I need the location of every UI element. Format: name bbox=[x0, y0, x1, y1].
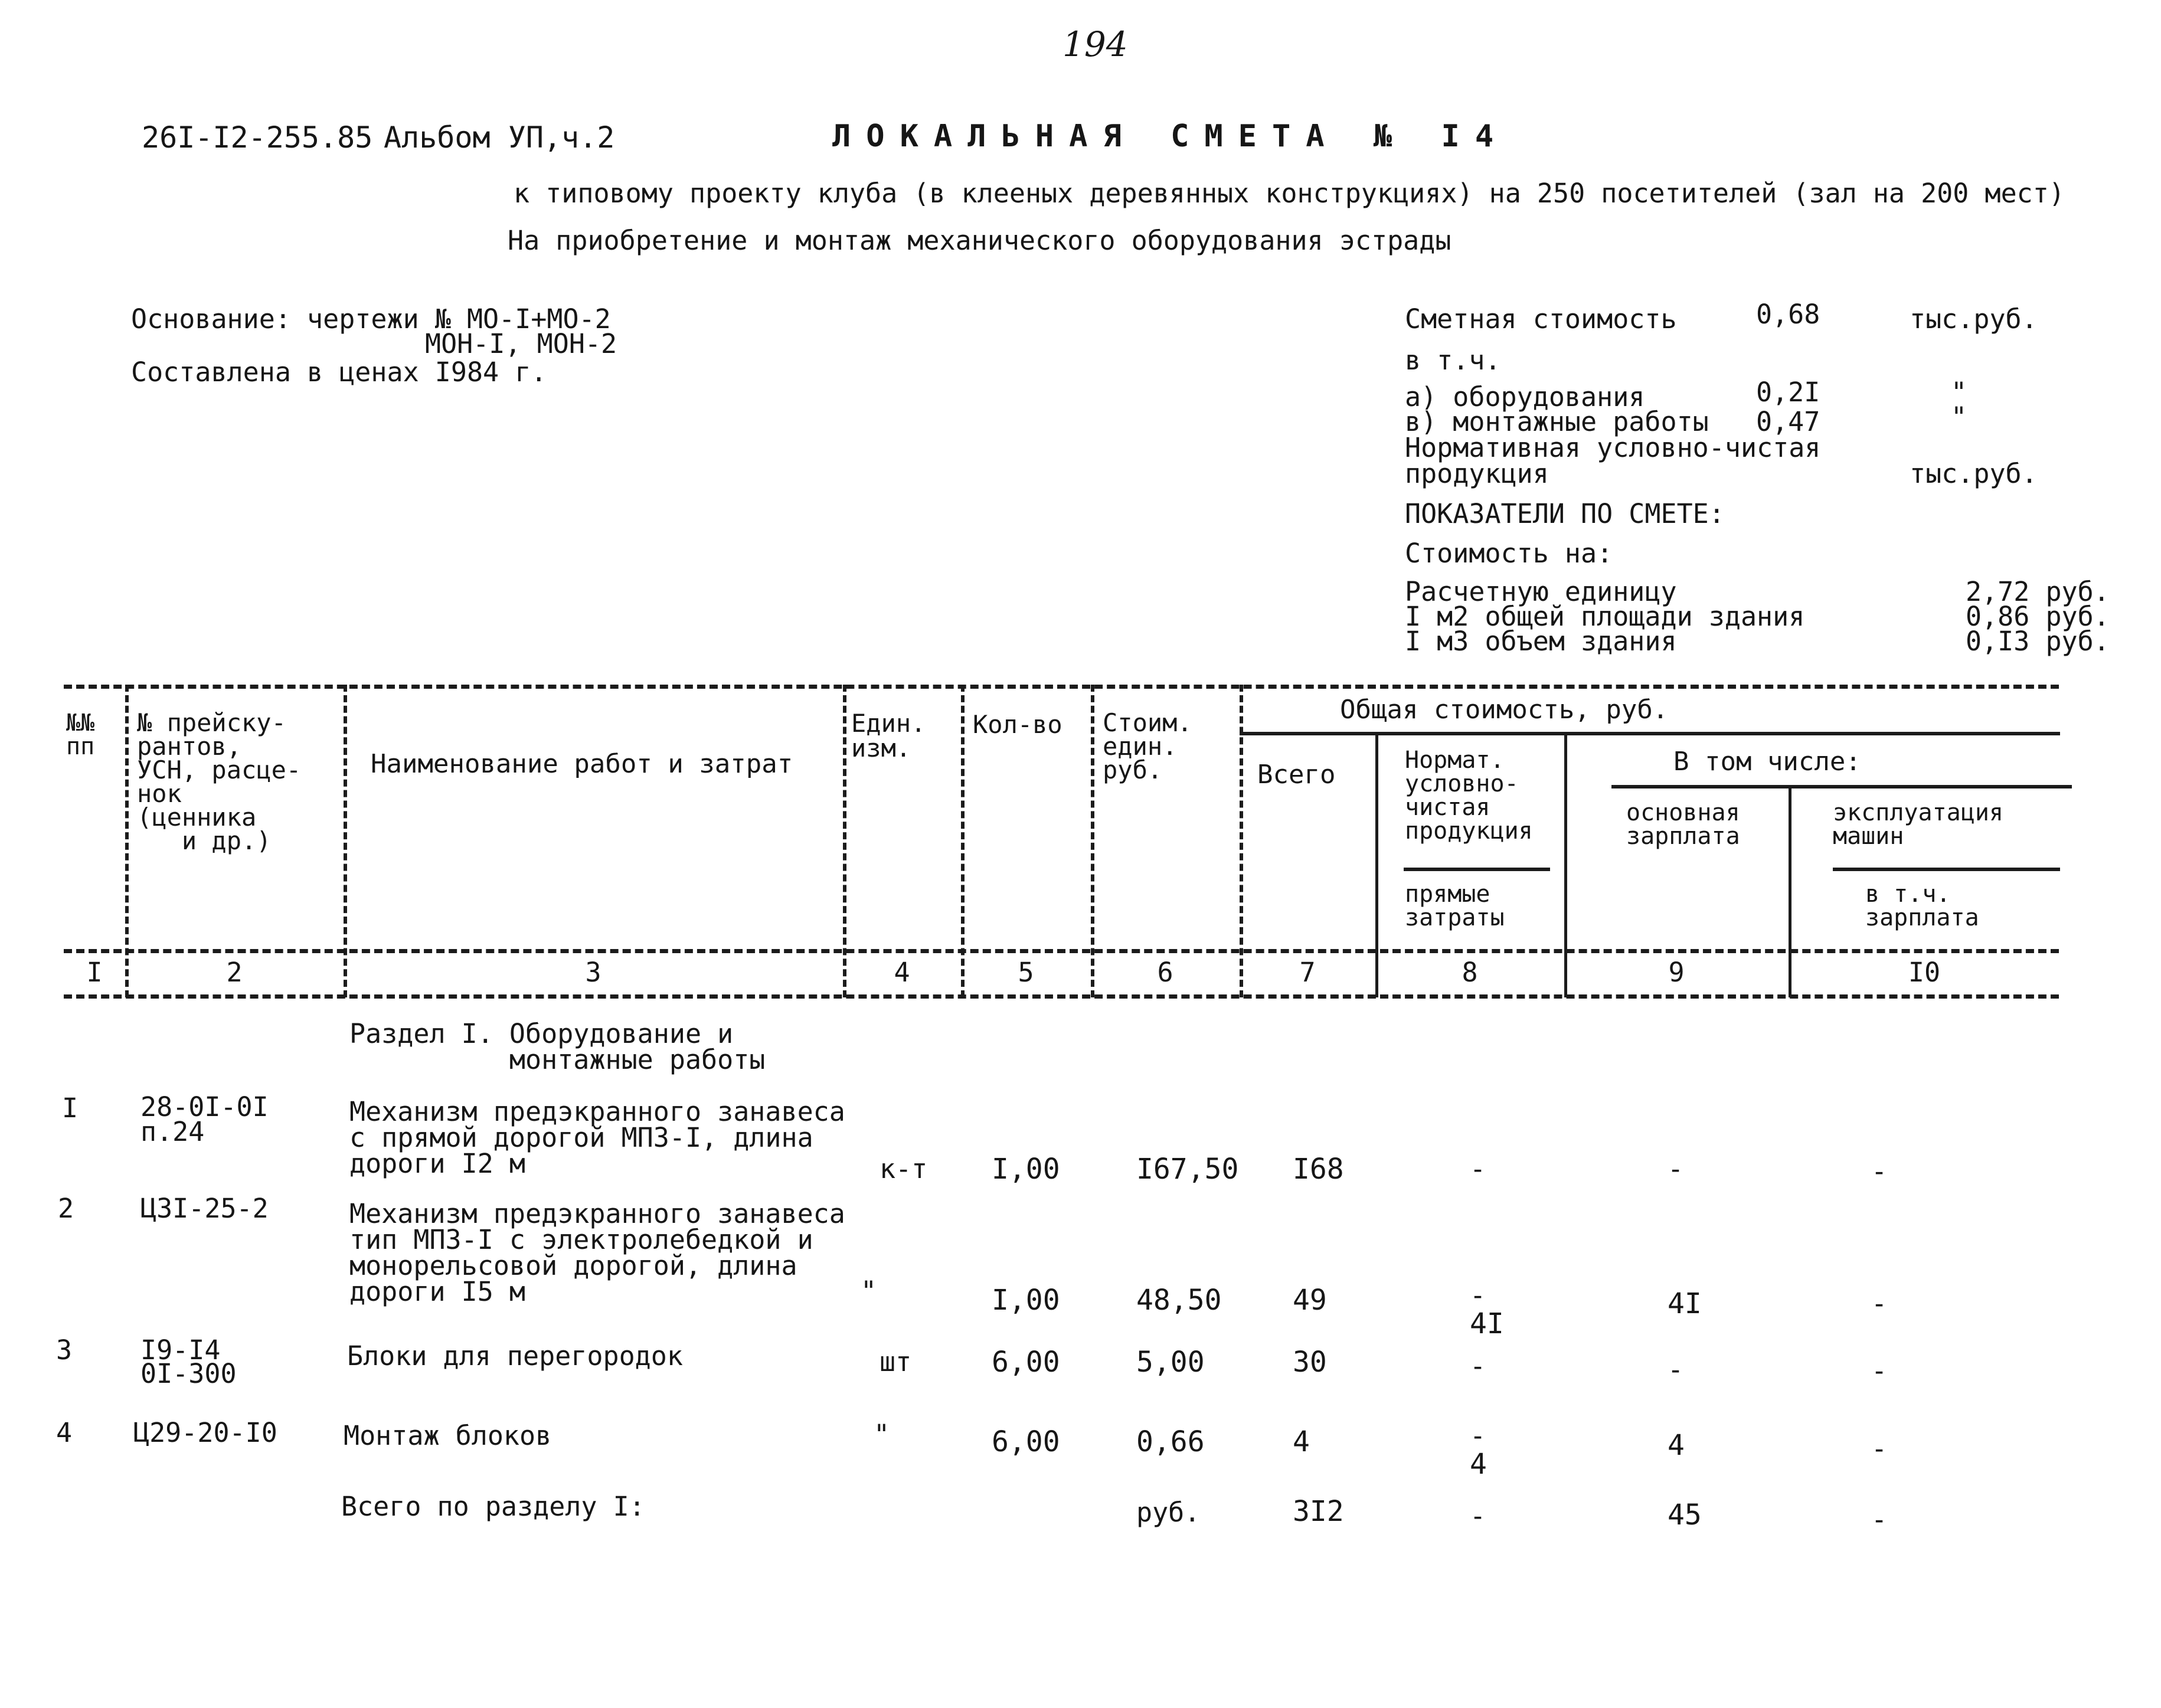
row-price-code: ЦЗI-25-2 bbox=[140, 1193, 269, 1224]
installation-label: в) монтажные работы bbox=[1405, 406, 1709, 437]
row-unit: шт bbox=[880, 1346, 912, 1377]
album-label: Альбом УП,ч.2 bbox=[384, 120, 615, 155]
included-group-rule bbox=[1611, 785, 2072, 788]
price-basis: Составлена в ценах I984 г. bbox=[131, 356, 547, 388]
col-divider-6 bbox=[1240, 685, 1243, 997]
column-numbers-top-border bbox=[64, 949, 2059, 953]
column-number: 6 bbox=[1157, 957, 1173, 988]
cost-per-m3-value: 0,I3 руб. bbox=[1966, 626, 2110, 657]
col8-split-rule bbox=[1404, 868, 1550, 871]
normative-product-label-2: продукция bbox=[1405, 458, 1549, 489]
basis-continuation: МОН-I, МОН-2 bbox=[425, 328, 617, 359]
row-unit-cost: 5,00 bbox=[1136, 1346, 1205, 1379]
row-quantity: 6,00 bbox=[992, 1425, 1060, 1458]
unit-cost-value: 2,72 руб. bbox=[1966, 576, 2110, 607]
indicators-heading: ПОКАЗАТЕЛИ ПО СМЕТЕ: bbox=[1405, 498, 1725, 529]
row-direct-costs: 4I bbox=[1470, 1307, 1504, 1340]
cost-per-label: Стоимость на: bbox=[1405, 538, 1613, 569]
installation-unit: " bbox=[1951, 401, 1967, 433]
col-divider-3 bbox=[843, 685, 846, 997]
col-divider-4 bbox=[961, 685, 965, 997]
column-number: 5 bbox=[1018, 957, 1034, 988]
col-divider-5 bbox=[1091, 685, 1094, 997]
row-total: I68 bbox=[1293, 1153, 1344, 1186]
installation-value: 0,47 bbox=[1756, 406, 1820, 437]
header-direct-costs: прямые затраты bbox=[1405, 881, 1505, 931]
row-work-name: Механизм предэкранного занавеса тип МПЗ-I с электролебедкой и монорельсовой дорогой, длина дороги I5 м bbox=[349, 1198, 845, 1307]
header-including-group: В том числе: bbox=[1673, 747, 1861, 777]
row-normative: - bbox=[1470, 1153, 1486, 1185]
section-total-label: Всего по разделу I: bbox=[341, 1491, 645, 1522]
subtitle-purpose: На приобретение и монтаж механического оборудования эстрады bbox=[508, 225, 1451, 256]
header-total: Всего bbox=[1257, 760, 1336, 790]
table-top-border bbox=[64, 685, 2059, 689]
normative-product-unit: тыс.руб. bbox=[1910, 458, 2038, 489]
row-base-salary: 4 bbox=[1668, 1429, 1685, 1462]
row-quantity: I,00 bbox=[992, 1153, 1060, 1186]
cost-per-m2-label: I м2 общей площади здания bbox=[1405, 601, 1805, 632]
col-divider-1 bbox=[125, 685, 129, 997]
header-price-list-number: № прейску- рантов, УСН, расце- нок (ценника и др.) bbox=[137, 708, 302, 855]
estimated-cost-value: 0,68 bbox=[1756, 299, 1820, 330]
header-row-number: №№ пп bbox=[66, 709, 95, 760]
row-unit: " bbox=[874, 1419, 890, 1450]
column-number: I0 bbox=[1908, 957, 1941, 988]
normative-product-label: Нормативная условно-чистая bbox=[1405, 432, 1821, 463]
col-divider-7 bbox=[1375, 735, 1378, 997]
row-direct-costs: 4 bbox=[1470, 1448, 1487, 1481]
row-number: 4 bbox=[56, 1417, 73, 1448]
column-number: 2 bbox=[226, 957, 243, 988]
section-total-base-salary: 45 bbox=[1668, 1498, 1702, 1532]
row-quantity: I,00 bbox=[992, 1284, 1060, 1317]
row-unit-cost: 0,66 bbox=[1136, 1425, 1205, 1458]
section-total-machine-operation: - bbox=[1871, 1504, 1888, 1535]
column-number: I bbox=[86, 957, 103, 988]
header-work-name: Наименование работ и затрат bbox=[371, 749, 793, 779]
column-number: 3 bbox=[585, 957, 601, 988]
row-unit: " bbox=[861, 1275, 877, 1307]
column-number: 8 bbox=[1462, 957, 1478, 988]
row-price-code: Ц29-20-I0 bbox=[133, 1417, 277, 1448]
header-machine-operation: эксплуатация машин bbox=[1833, 799, 2003, 850]
subtitle-project: к типовому проекту клуба (в клееных деревянных конструкциях) на 250 посетителей (зал на 200 мест) bbox=[514, 178, 2065, 209]
header-unit: Един. изм. bbox=[851, 709, 926, 763]
col-divider-2 bbox=[344, 685, 347, 997]
cost-per-m3-label: I м3 объем здания bbox=[1405, 626, 1677, 657]
col10-split-rule bbox=[1833, 868, 2060, 871]
row-unit-cost: 48,50 bbox=[1136, 1284, 1222, 1317]
row-work-name: Механизм предэкранного занавеса с прямой дорогой МПЗ-I, длина дороги I2 м bbox=[349, 1096, 845, 1179]
total-group-rule bbox=[1240, 732, 2060, 735]
row-unit: к-т bbox=[880, 1153, 928, 1185]
row-total: 49 bbox=[1293, 1284, 1327, 1317]
equipment-unit: " bbox=[1951, 377, 1967, 408]
estimated-cost-label: Сметная стоимость bbox=[1405, 303, 1677, 335]
row-quantity: 6,00 bbox=[992, 1346, 1060, 1379]
section-total-normative: - bbox=[1470, 1500, 1486, 1532]
row-normative: - bbox=[1470, 1350, 1486, 1382]
header-quantity: Кол-во bbox=[973, 710, 1062, 739]
row-machine-operation: - bbox=[1871, 1288, 1888, 1319]
section-heading: Раздел I. Оборудование и монтажные работы bbox=[349, 1018, 766, 1075]
row-base-salary: - bbox=[1668, 1153, 1684, 1185]
including-label: в т.ч. bbox=[1405, 345, 1501, 376]
column-number: 9 bbox=[1668, 957, 1685, 988]
row-normative: - bbox=[1470, 1280, 1486, 1311]
row-base-salary: - bbox=[1668, 1354, 1684, 1385]
col-divider-8 bbox=[1564, 735, 1567, 997]
header-unit-cost: Стоим. един. руб. bbox=[1103, 708, 1192, 784]
row-total: 4 bbox=[1293, 1425, 1310, 1458]
header-incl-salary: в т.ч. зарплата bbox=[1865, 881, 1979, 931]
column-numbers-bottom-border bbox=[64, 994, 2059, 999]
unit-cost-label: Расчетную единицу bbox=[1405, 576, 1677, 607]
column-number: 4 bbox=[894, 957, 910, 988]
header-total-cost-group: Общая стоимость, руб. bbox=[1340, 695, 1669, 725]
section-total-unit: руб. bbox=[1136, 1497, 1201, 1528]
row-price-code: 28-0I-0I п.24 bbox=[140, 1091, 269, 1147]
row-number: I bbox=[62, 1092, 79, 1124]
row-work-name: Монтаж блоков bbox=[344, 1420, 552, 1451]
row-number: 2 bbox=[58, 1193, 74, 1224]
page-number: 194 bbox=[1062, 24, 1128, 64]
cost-per-m2-value: 0,86 руб. bbox=[1966, 601, 2110, 632]
row-machine-operation: - bbox=[1871, 1433, 1888, 1464]
row-base-salary: 4I bbox=[1668, 1287, 1702, 1320]
row-work-name: Блоки для перегородок bbox=[347, 1340, 683, 1372]
row-total: 30 bbox=[1293, 1346, 1327, 1379]
estimated-cost-unit: тыс.руб. bbox=[1910, 303, 2038, 335]
row-machine-operation: - bbox=[1871, 1355, 1888, 1386]
row-machine-operation: - bbox=[1871, 1156, 1888, 1187]
row-number: 3 bbox=[56, 1334, 73, 1366]
header-normative-product: Нормат. условно- чистая продукция bbox=[1405, 747, 1533, 845]
document-title: ЛОКАЛЬНАЯ СМЕТА № I4 bbox=[832, 119, 1509, 154]
row-price-code: I9-I4 0I-300 bbox=[140, 1334, 237, 1389]
row-normative: - bbox=[1470, 1420, 1486, 1451]
document-code: 26I-I2-255.85 bbox=[142, 120, 373, 155]
equipment-label: а) оборудования bbox=[1405, 381, 1645, 413]
row-unit-cost: I67,50 bbox=[1136, 1153, 1239, 1186]
section-total-value: 3I2 bbox=[1293, 1495, 1344, 1528]
column-number: 7 bbox=[1299, 957, 1316, 988]
header-base-salary: основная зарплата bbox=[1626, 799, 1740, 850]
equipment-value: 0,2I bbox=[1756, 377, 1820, 408]
basis-label: Основание: чертежи № МО-I+МО-2 bbox=[131, 303, 611, 335]
